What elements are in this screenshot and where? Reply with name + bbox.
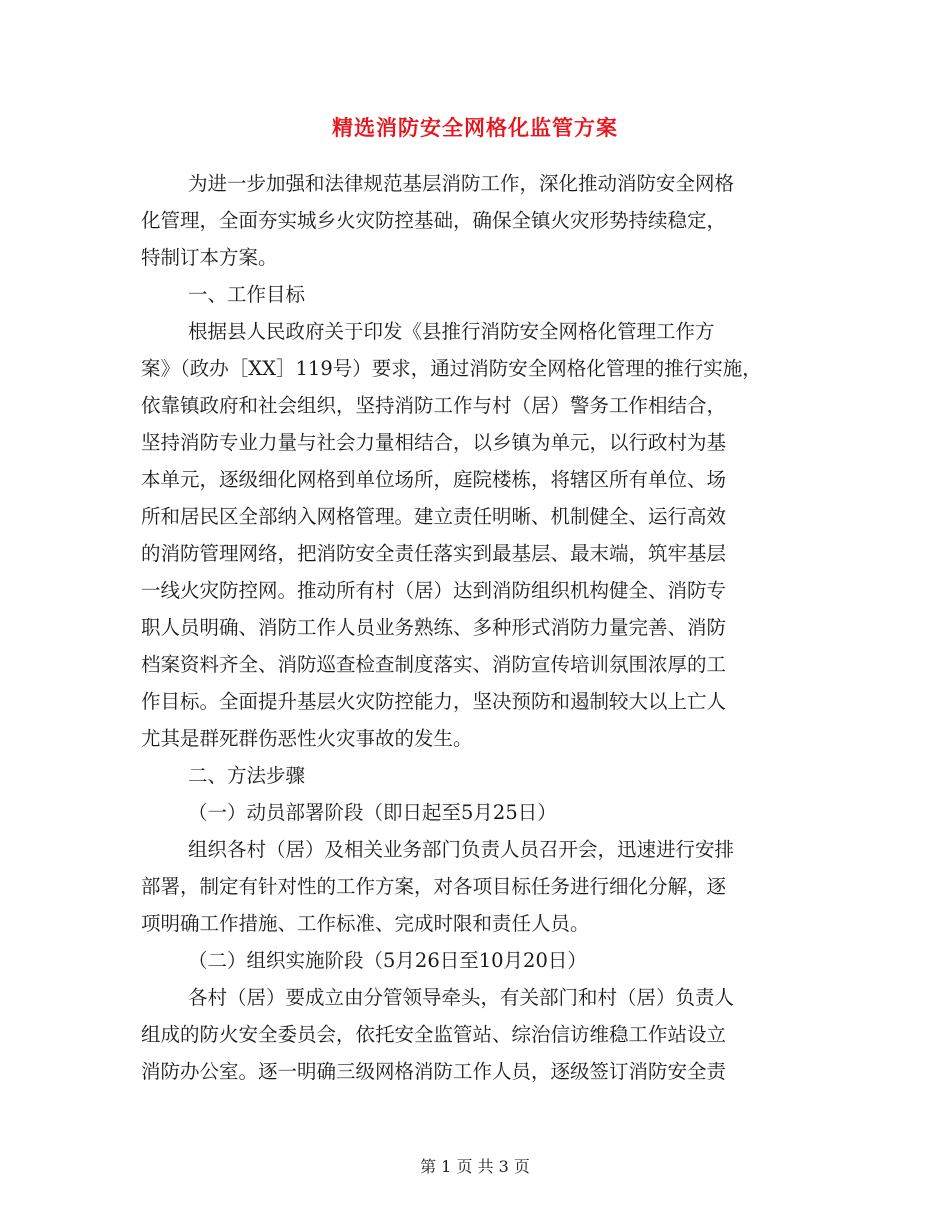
body-line: 职人员明确、消防工作人员业务熟练、多种形式消防力量完善、消防 <box>141 616 727 639</box>
section-heading: 二、方法步骤 <box>188 764 306 787</box>
body-line: 为进一步加强和法律规范基层消防工作，深化推动消防安全网格 <box>188 172 735 195</box>
body-line: 依靠镇政府和社会组织，坚持消防工作与村（居）警务工作相结合， <box>141 394 727 417</box>
body-line: 坚持消防专业力量与社会力量相结合，以乡镇为单元，以行政村为基 <box>141 431 727 454</box>
body-line: 组织各村（居）及相关业务部门负责人员召开会，迅速进行安排 <box>188 838 735 861</box>
body-line: 尤其是群死群伤恶性火灾事故的发生。 <box>141 727 473 750</box>
body-line: 本单元，逐级细化网格到单位场所，庭院楼栋，将辖区所有单位、场 <box>141 468 727 491</box>
body-line: 特制订本方案。 <box>141 246 278 269</box>
page-footer: 第 1 页 共 3 页 <box>420 1157 530 1176</box>
body-line: 部署，制定有针对性的工作方案，对各项目标任务进行细化分解，逐 <box>141 875 727 898</box>
body-line: 档案资料齐全、消防巡查检查制度落实、消防宣传培训氛围浓厚的工 <box>141 653 727 676</box>
section-heading: 一、工作目标 <box>188 283 306 306</box>
body-line: 的消防管理网络，把消防安全责任落实到最基层、最末端，筑牢基层 <box>141 542 727 565</box>
body-line: 组成的防火安全委员会，依托安全监管站、综治信访维稳工作站设立 <box>141 1023 727 1046</box>
subsection-heading: （一）动员部署阶段（即日起至5月25日） <box>188 801 557 824</box>
body-line: 各村（居）要成立由分管领导牵头，有关部门和村（居）负责人 <box>188 986 735 1009</box>
subsection-heading: （二）组织实施阶段（5月26日至10月20日） <box>188 949 587 972</box>
body-line: 一线火灾防控网。推动所有村（居）达到消防组织机构健全、消防专 <box>141 579 727 602</box>
body-line: 所和居民区全部纳入网格管理。建立责任明晰、机制健全、运行高效 <box>141 505 727 528</box>
body-line: 根据县人民政府关于印发《县推行消防安全网格化管理工作方 <box>188 320 715 343</box>
body-line: 作目标。全面提升基层火灾防控能力，坚决预防和遏制较大以上亡人 <box>141 690 727 713</box>
document-title: 精选消防安全网格化监管方案 <box>332 115 618 140</box>
body-line: 化管理，全面夯实城乡火灾防控基础，确保全镇火灾形势持续稳定， <box>141 209 727 232</box>
body-line: 消防办公室。逐一明确三级网格消防工作人员，逐级签订消防安全责 <box>141 1060 727 1083</box>
body-line: 案》（政办［XX］119号）要求，通过消防安全网格化管理的推行实施， <box>141 357 762 380</box>
body-line: 项明确工作措施、工作标准、完成时限和责任人员。 <box>141 912 590 935</box>
